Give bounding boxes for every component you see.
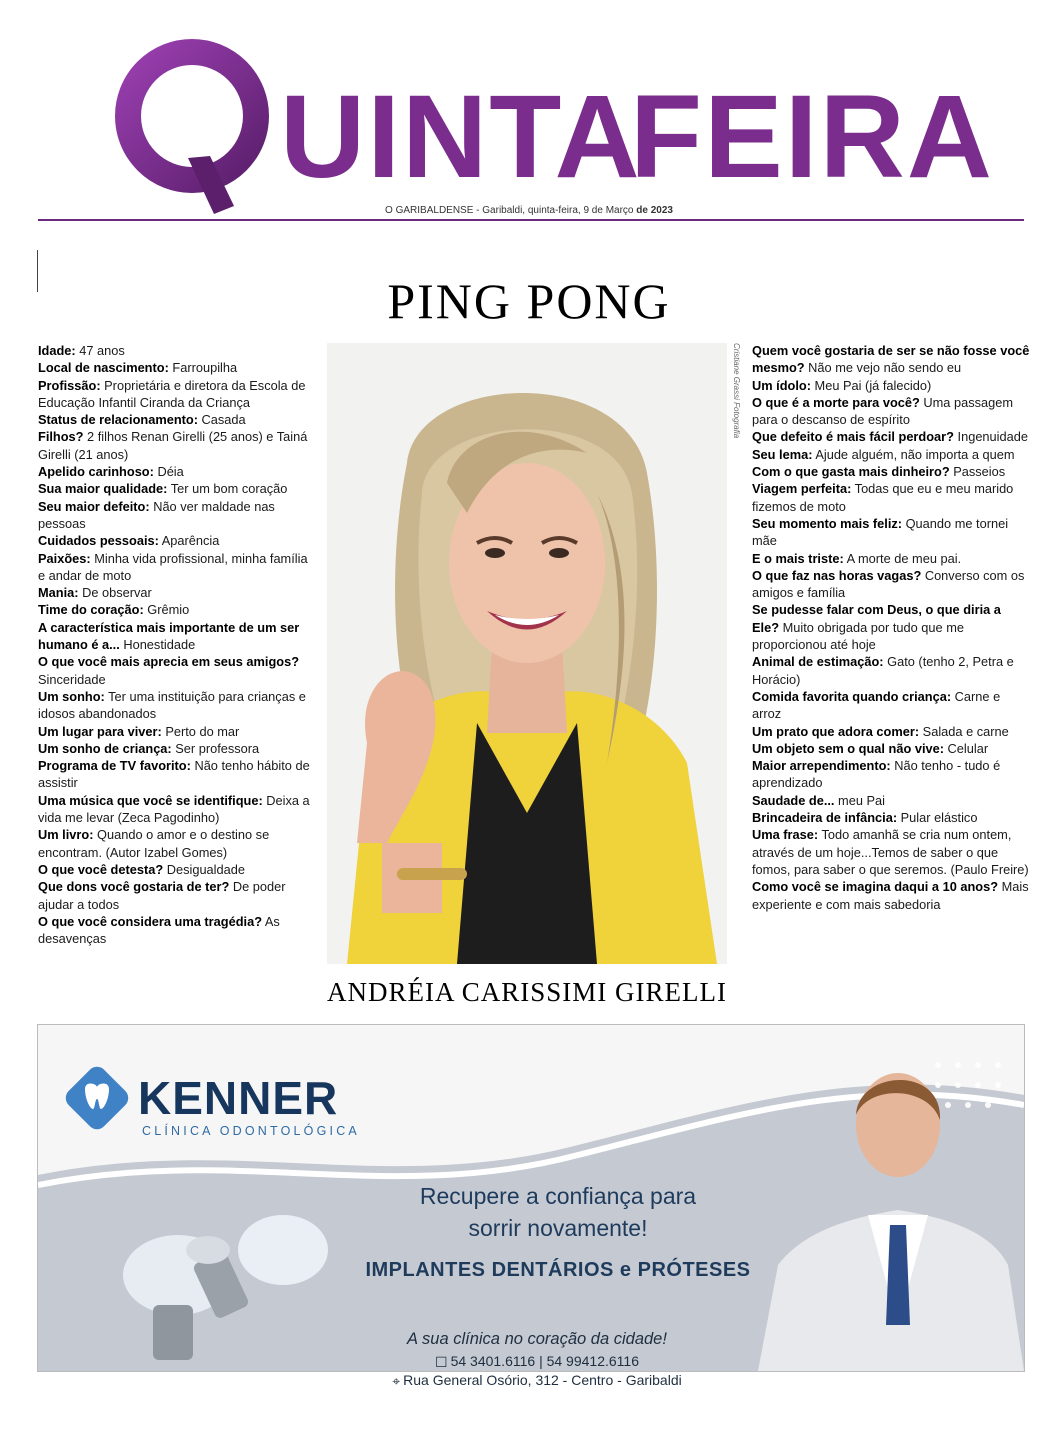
qa-item [38,913,315,948]
qa-question: Seu lema: [752,446,813,462]
qa-answer: Aparência [158,533,220,549]
portrait-photo [327,343,727,964]
qa-question: Uma frase: [752,827,819,843]
qa-item [38,377,315,412]
qa-answer: Déia [153,464,184,480]
qa-answer: As desavenças [38,913,280,947]
qa-question: Se pudesse falar com Deus, o que diria a Ele? [752,602,1001,635]
qa-question: Cuidados pessoais: [38,533,159,549]
qa-answer: Grêmio [143,602,190,618]
qa-question: Profissão: [38,377,101,393]
qa-answer: Ser professora [171,740,260,756]
qa-item [752,342,1030,377]
qa-item [38,463,315,480]
phone-icon: ☐ [435,1353,448,1370]
qa-item [38,532,315,549]
qa-question: O que você considera uma tragédia? [38,913,263,929]
qa-item [38,740,315,757]
qa-question: O que faz nas horas vagas? [752,567,922,583]
qa-question: Com o que gasta mais dinheiro? [752,464,950,480]
qa-question: Um sonho: [38,688,105,704]
qa-answer: Muito obrigada por tudo que me proporcionou até hoje [752,619,964,653]
qa-item [752,428,1030,445]
qa-answer: Minha vida profissional, minha família e andar de moto [38,550,308,583]
qa-item [752,480,1030,515]
qa-item [38,861,315,878]
kenner-advertisement[interactable] [37,1024,1025,1372]
dateline-date: 9 de Março [583,205,634,216]
qa-answer: Uma passagem para o descanso de espírito [752,394,1014,428]
ad-headline-1: Recupere a confiança para [419,1183,697,1209]
qa-question: O que você mais aprecia em seus amigos? [38,654,300,670]
left-column [38,342,315,947]
qa-item [752,826,1030,878]
qa-answer: Quando me tornei mãe [752,515,1009,549]
qa-answer: Carne e arroz [752,688,1001,722]
qa-item [752,377,1030,394]
ad-subtitle: CLÍNICA ODONTOLÓGICA [142,1124,360,1138]
qa-answer: Casada [198,412,246,428]
portrait-illustration [327,343,727,964]
qa-item [752,688,1030,723]
qa-item [752,515,1030,550]
qa-answer: Proprietária e diretora da Escola de Educação Infantil Ciranda da Criança [38,377,306,410]
qa-question: Saudade de... [752,792,835,808]
qa-answer: Perto do mar [161,723,240,739]
qa-question: Um ídolo: [752,377,811,393]
ad-service: IMPLANTES DENTÁRIOS e PRÓTESES [365,1259,751,1281]
qa-question: Status de relacionamento: [38,412,198,428]
qa-item [752,653,1030,688]
qa-answer: Não ver maldade nas pessoas [38,498,275,531]
qa-question: Mania: [38,585,79,601]
ad-headline-2: sorrir novamente! [468,1215,648,1241]
qa-answer: Sinceridade [38,671,106,687]
qa-item [38,653,315,688]
ad-brand: KENNER [138,1072,339,1124]
qa-item [752,878,1030,913]
qa-answer: A morte de meu pai. [843,550,962,566]
qa-answer: Celular [944,740,989,756]
qa-item [752,723,1030,740]
qa-question: Paixões: [38,550,91,566]
qa-answer: Farroupilha [168,360,238,376]
qa-question: Uma música que você se identifique: [38,792,263,808]
qa-question: O que você detesta? [38,861,164,877]
logo-q-icon [110,28,300,218]
qa-question: Viagem perfeita: [752,481,852,497]
qa-question: Seu maior defeito: [38,498,150,514]
quinta-feira-logo [110,28,994,218]
qa-item [38,757,315,792]
right-column [752,342,1030,913]
qa-item [752,740,1030,757]
qa-question: Um livro: [38,827,94,843]
qa-question: Um objeto sem o qual não vive: [752,740,944,756]
qa-question: Time do coração: [38,602,144,618]
qa-question: Maior arrependimento: [752,758,891,774]
qa-item [38,411,315,428]
qa-question: Idade: [38,343,76,358]
dateline [0,205,1058,216]
logo-word-uinta: UINTA [280,71,642,203]
qa-question: Seu momento mais feliz: [752,515,903,531]
ad-phones[interactable] [337,1353,737,1371]
qa-item [38,723,315,740]
qa-question: O que é a morte para você? [752,394,920,410]
qa-question: Sua maior qualidade: [38,481,168,497]
qa-question: Um lugar para viver: [38,723,162,739]
qa-item [752,809,1030,826]
qa-item [38,480,315,497]
masthead-rule [38,219,1024,221]
qa-item [752,792,1030,809]
qa-item [38,342,315,359]
qa-item [752,463,1030,480]
qa-answer: De observar [78,585,152,601]
dateline-publication: O GARIBALDENSE - Garibaldi, quinta-feira, [385,205,581,216]
qa-item [752,601,1030,653]
qa-question: Apelido carinhoso: [38,464,154,480]
qa-answer: 47 anos [75,343,125,358]
qa-question: Como você se imagina daqui a 10 anos? [752,879,999,895]
qa-question: Um sonho de criança: [38,740,172,756]
ad-phone-numbers: 54 3401.6116 | 54 99412.6116 [450,1353,639,1369]
qa-question: Quem você gostaria de ser se não fosse você mesmo? [752,343,1030,376]
qa-answer: Honestidade [119,637,196,653]
qa-answer: Pular elástico [897,810,978,826]
qa-answer: Ter um bom coração [167,481,288,497]
qa-item [752,550,1030,567]
ad-address[interactable] [337,1372,737,1390]
qa-item [38,428,315,463]
qa-question: Brincadeira de infância: [752,810,898,826]
profile-name: ANDRÉIA CARISSIMI GIRELLI [327,977,727,1007]
qa-item [38,688,315,723]
qa-question: Programa de TV favorito: [38,758,191,774]
qa-item [38,498,315,533]
location-pin-icon: ⌖ [392,1372,401,1389]
qa-item [38,550,315,585]
qa-answer: 2 filhos Renan Girelli (25 anos) e Tainá Girelli (21 anos) [38,429,308,462]
qa-question: Que defeito é mais fácil perdoar? [752,429,954,445]
qa-answer: Passeios [949,464,1006,480]
qa-question: E o mais triste: [752,550,844,566]
qa-answer: Não tenho - tudo é aprendizado [752,758,1001,791]
qa-item [38,792,315,827]
qa-item [38,826,315,861]
qa-answer: Desigualdade [163,861,245,877]
qa-answer: Converso com os amigos e família [752,567,1025,601]
qa-answer: Mais experiente e com mais sabedoria [752,879,1029,912]
qa-item [38,359,315,376]
qa-item [752,446,1030,463]
ad-address-text: Rua General Osório, 312 - Centro - Garibaldi [403,1372,682,1388]
qa-answer: Quando o amor e o destino se encontram. (Autor Izabel Gomes) [38,827,270,860]
qa-item [38,619,315,654]
logo-word-feira: FEIRA [630,71,994,203]
qa-item [752,757,1030,792]
qa-question: Um prato que adora comer: [752,723,920,739]
qa-item [38,878,315,913]
qa-question: Filhos? [38,429,84,445]
qa-item [752,394,1030,429]
qa-answer: Meu Pai (já falecido) [811,377,932,393]
dateline-year: de 2023 [636,205,673,216]
qa-answer: Não tenho hábito de assistir [38,758,310,791]
qa-question: A característica mais importante de um ser humano é a... [38,619,300,653]
qa-question: Animal de estimação: [752,654,884,670]
masthead [0,0,1058,240]
qa-question: Comida favorita quando criança: [752,688,952,704]
qa-answer: Salada e carne [919,723,1009,739]
qa-item [752,567,1030,602]
section-title: PING PONG [387,273,671,329]
qa-answer: meu Pai [834,792,886,808]
qa-answer: Gato (tenho 2, Petra e Horácio) [752,654,1014,687]
qa-answer: Todo amanhã se cria num ontem, através de um hoje...Temos de saber o que fomos, para saber o que seremos. (Paulo Freire) [752,827,1029,877]
qa-answer: Ajude alguém, não importa a quem [812,446,1015,462]
qa-question: Local de nascimento: [38,360,169,376]
qa-answer: De poder ajudar a todos [38,879,286,912]
qa-answer: Todas que eu e meu marido fizemos de moto [752,481,1014,514]
qa-answer: Ingenuidade [953,429,1028,445]
qa-answer: Deixa a vida me levar (Zeca Pagodinho) [38,792,310,826]
ad-tagline: A sua clínica no coração da cidade! [407,1330,667,1348]
qa-question: Que dons você gostaria de ter? [38,879,230,895]
photo-credit: Cristiane Grassi Fotografia [732,343,741,439]
qa-answer: Ter uma instituição para crianças e idosos abandonados [38,688,306,722]
qa-item [38,584,315,601]
qa-item [38,601,315,618]
qa-answer: Não me vejo não sendo eu [804,360,962,376]
